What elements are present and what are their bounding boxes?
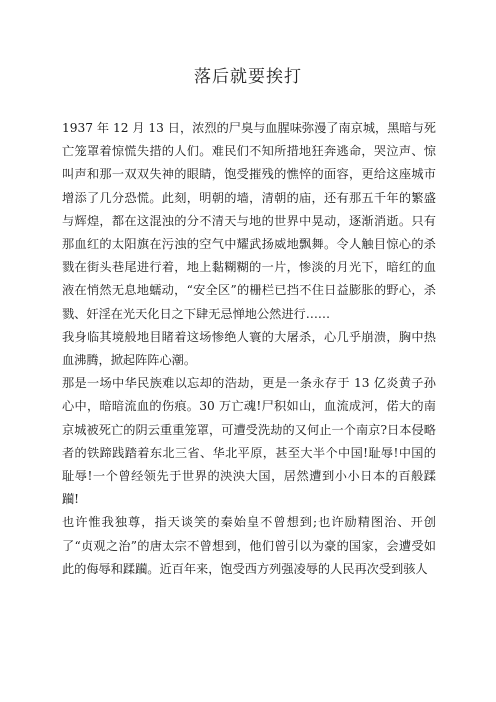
paragraph: 我身临其境般地目睹着这场惨绝人寰的大屠杀，心几乎崩溃，胸中热血沸腾，掀起阵阵心潮。 (62, 329, 436, 368)
document-body (62, 117, 436, 581)
paragraph: 也许惟我独尊，指天谈笑的秦始皇不曾想到;也许励精图治、开创了“贞观之治”的唐太宗不曾想到，他们曾引以为豪的国家，会遭受如此的侮辱和蹂躏。近百年来，饱受西方列强凌辱的人民再次受到骇人 (62, 515, 436, 576)
document-title: 落后就要挨打 (194, 67, 302, 87)
paragraph: 那是一场中华民族难以忘却的浩劫，更是一条永存于 13 亿炎黄子孙心中，暗暗流血的伤痕。30 万亡魂!尸积如山，血流成河，偌大的南京城被死亡的阴云重重笼罩，可遭受洗劫的又何止一个南京?日本侵略者的铁蹄践踏着东北三省、华北平原，甚至大半个中国!耻辱!中国的耻辱!一个曾经领先于世界的泱泱大国，居然遭到小小日本的百般蹂躏! (62, 376, 436, 507)
paragraph: 1937 年 12 月 13 日，浓烈的尸臭与血腥味弥漫了南京城，黑暗与死亡笼罩着惊慌失措的人们。难民们不知所措地狂奔逃命，哭泣声、惊叫声和那一双双失神的眼睛，饱受摧残的憔悴的面容，更给这座城市增添了几分恐慌。此刻，明朝的墙，清朝的庙，还有那五千年的繁盛与辉煌，都在这混浊的分不清天与地的世界中晃动，逐渐消逝。只有那血红的太阳旗在污浊的空气中耀武扬威地飘舞。令人触目惊心的杀戮在街头巷尾进行着，地上黏糊糊的一片，惨淡的月光下，暗红的血液在悄然无息地蠕动，“安全区”的栅栏已挡不住日益膨胀的野心，杀戮、奸淫在光天化日之下肆无忌惮地公然进行…… (62, 121, 436, 321)
